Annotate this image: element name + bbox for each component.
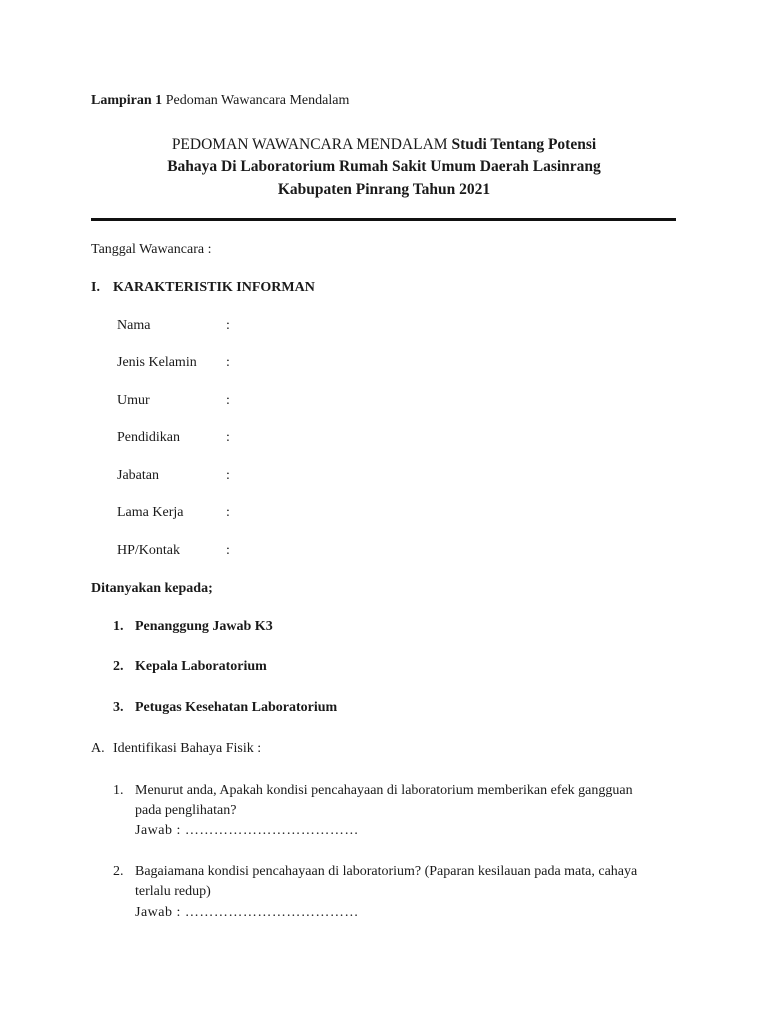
document-title-main: PEDOMAN WAWANCARA MENDALAM xyxy=(171,136,448,153)
appendix-label: Lampiran 1 xyxy=(91,93,163,108)
respondent-3-number: 3. xyxy=(113,700,124,715)
section-a-heading: Identifikasi Bahaya Fisik : xyxy=(113,741,262,756)
field-lama-kerja-colon: : xyxy=(226,505,230,520)
document-title-line-2: Bahaya Di Laboratorium Rumah Sakit Umum Daerah Lasinrang xyxy=(167,158,601,175)
question-1-line-2: pada penglihatan? xyxy=(135,803,237,818)
field-nama-label: Nama xyxy=(117,318,151,333)
field-pendidikan-label: Pendidikan xyxy=(117,430,180,445)
section-1-heading: KARAKTERISTIK INFORMAN xyxy=(113,280,315,295)
respondent-3-text: Petugas Kesehatan Laboratorium xyxy=(135,700,338,715)
question-2-answer: Jawab : ……………………………… xyxy=(135,905,359,920)
field-umur-label: Umur xyxy=(117,393,150,408)
title-divider xyxy=(91,218,676,221)
interview-date-label: Tanggal Wawancara : xyxy=(91,242,212,257)
document-title-line-3: Kabupaten Pinrang Tahun 2021 xyxy=(277,181,491,198)
field-nama-colon: : xyxy=(226,318,230,333)
document-title-rest: Studi Tentang Potensi xyxy=(451,136,597,153)
field-jenis-kelamin-colon: : xyxy=(226,355,230,370)
field-jenis-kelamin-label: Jenis Kelamin xyxy=(117,355,197,370)
question-1-number: 1. xyxy=(113,783,124,798)
field-hp-kontak-colon: : xyxy=(226,543,230,558)
field-hp-kontak-label: HP/Kontak xyxy=(117,543,180,558)
respondent-2-text: Kepala Laboratorium xyxy=(135,659,267,674)
field-pendidikan-colon: : xyxy=(226,430,230,445)
field-jabatan-colon: : xyxy=(226,468,230,483)
question-1-answer: Jawab : ……………………………… xyxy=(135,823,359,838)
appendix-header xyxy=(91,93,349,109)
document-title-line-1 xyxy=(0,136,768,154)
appendix-title: Pedoman Wawancara Mendalam xyxy=(165,93,350,108)
section-1-number: I. xyxy=(91,280,100,295)
question-2-number: 2. xyxy=(113,864,124,879)
asked-to-heading: Ditanyakan kepada; xyxy=(91,581,213,596)
field-umur-colon: : xyxy=(226,393,230,408)
section-a-letter: A. xyxy=(91,741,105,756)
respondent-1-text: Penanggung Jawab K3 xyxy=(135,619,273,634)
question-2-line-1: Bagaiamana kondisi pencahayaan di laboratorium? (Paparan kesilauan pada mata, cahaya xyxy=(135,864,638,879)
respondent-2-number: 2. xyxy=(113,659,124,674)
respondent-1-number: 1. xyxy=(113,619,124,634)
field-lama-kerja-label: Lama Kerja xyxy=(117,505,184,520)
question-2-line-2: terlalu redup) xyxy=(135,884,211,899)
question-1-line-1: Menurut anda, Apakah kondisi pencahayaan di laboratorium memberikan efek gangguan xyxy=(135,783,633,798)
field-jabatan-label: Jabatan xyxy=(117,468,159,483)
